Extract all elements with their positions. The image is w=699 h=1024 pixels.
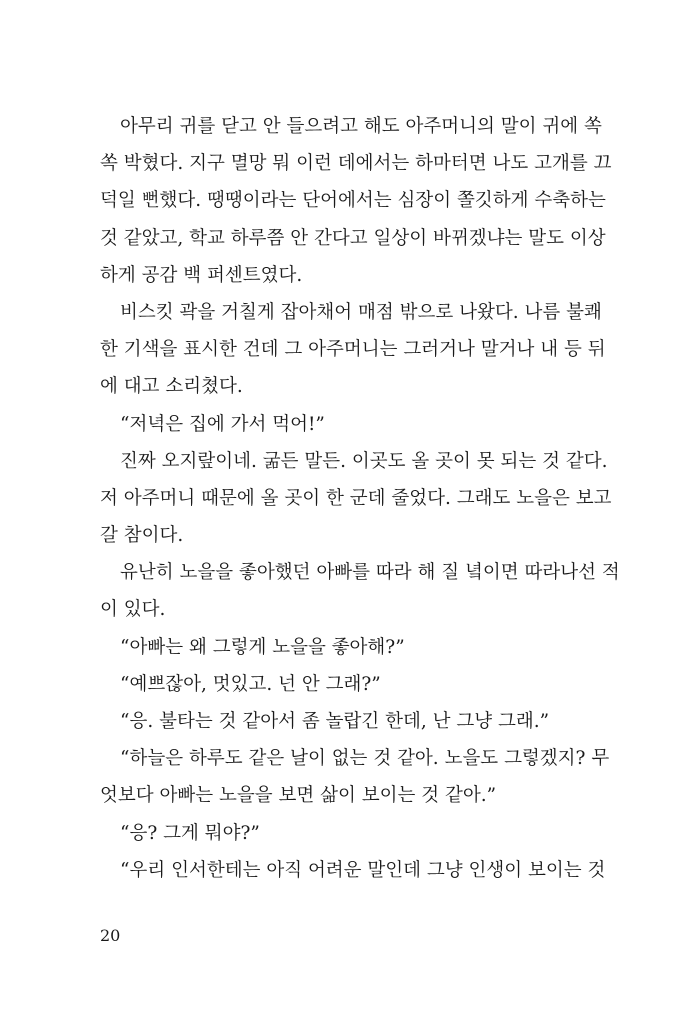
- text-line: “저녁은 집에 가서 먹어!”: [120, 413, 325, 435]
- text-line: 갈 참이다.: [100, 525, 184, 547]
- text-line: 저 아주머니 때문에 올 곳이 한 군데 줄었다. 그래도 노을은 보고: [100, 487, 612, 509]
- text-line: “예쁘잖아, 멋있고. 넌 안 그래?”: [120, 673, 381, 695]
- text-line: 비스킷 곽을 거칠게 잡아채어 매점 밖으로 나왔다. 나름 불쾌: [120, 301, 602, 323]
- text-line: 엇보다 아빠는 노을을 보면 삶이 보이는 것 같아.”: [100, 785, 497, 807]
- text-line: “우리 인서한테는 아직 어려운 말인데 그냥 인생이 보이는 것: [120, 859, 606, 881]
- text-line: “아빠는 왜 그렇게 노을을 좋아해?”: [120, 636, 405, 658]
- text-line: “하늘은 하루도 같은 날이 없는 것 같아. 노을도 그렇겠지? 무: [120, 748, 610, 770]
- text-line: “응. 불타는 것 같아서 좀 놀랍긴 한데, 난 그냥 그래.”: [120, 711, 550, 732]
- text-line: 하게 공감 백 퍼센트였다.: [100, 264, 303, 286]
- text-line: 진짜 오지랖이네. 굶든 말든. 이곳도 올 곳이 못 되는 것 같다.: [120, 450, 608, 472]
- text-line: 유난히 노을을 좋아했던 아빠를 따라 해 질 녘이면 따라나선 적: [120, 562, 620, 584]
- text-line: 쏙 박혔다. 지구 멸망 뭐 이런 데에서는 하마터면 나도 고개를 끄: [100, 153, 612, 175]
- page-number: 20: [100, 926, 121, 945]
- text-line: 아무리 귀를 닫고 안 들으려고 해도 아주머니의 말이 귀에 쏙: [120, 116, 602, 137]
- text-line: 이 있다.: [100, 599, 166, 621]
- text-line: 덕일 뻔했다. 땡땡이라는 단어에서는 심장이 쫄깃하게 수축하는: [100, 190, 606, 212]
- text-line: 에 대고 소리쳤다.: [100, 376, 243, 398]
- text-line: “응? 그게 뭐야?”: [120, 822, 260, 844]
- body-text: [100, 108, 620, 889]
- text-line: 한 기색을 표시한 건데 그 아주머니는 그러거나 말거나 내 등 뒤: [100, 339, 606, 361]
- text-line: 것 같았고, 학교 하루쯤 안 간다고 일상이 바뀌겠냐는 말도 이상: [100, 227, 606, 249]
